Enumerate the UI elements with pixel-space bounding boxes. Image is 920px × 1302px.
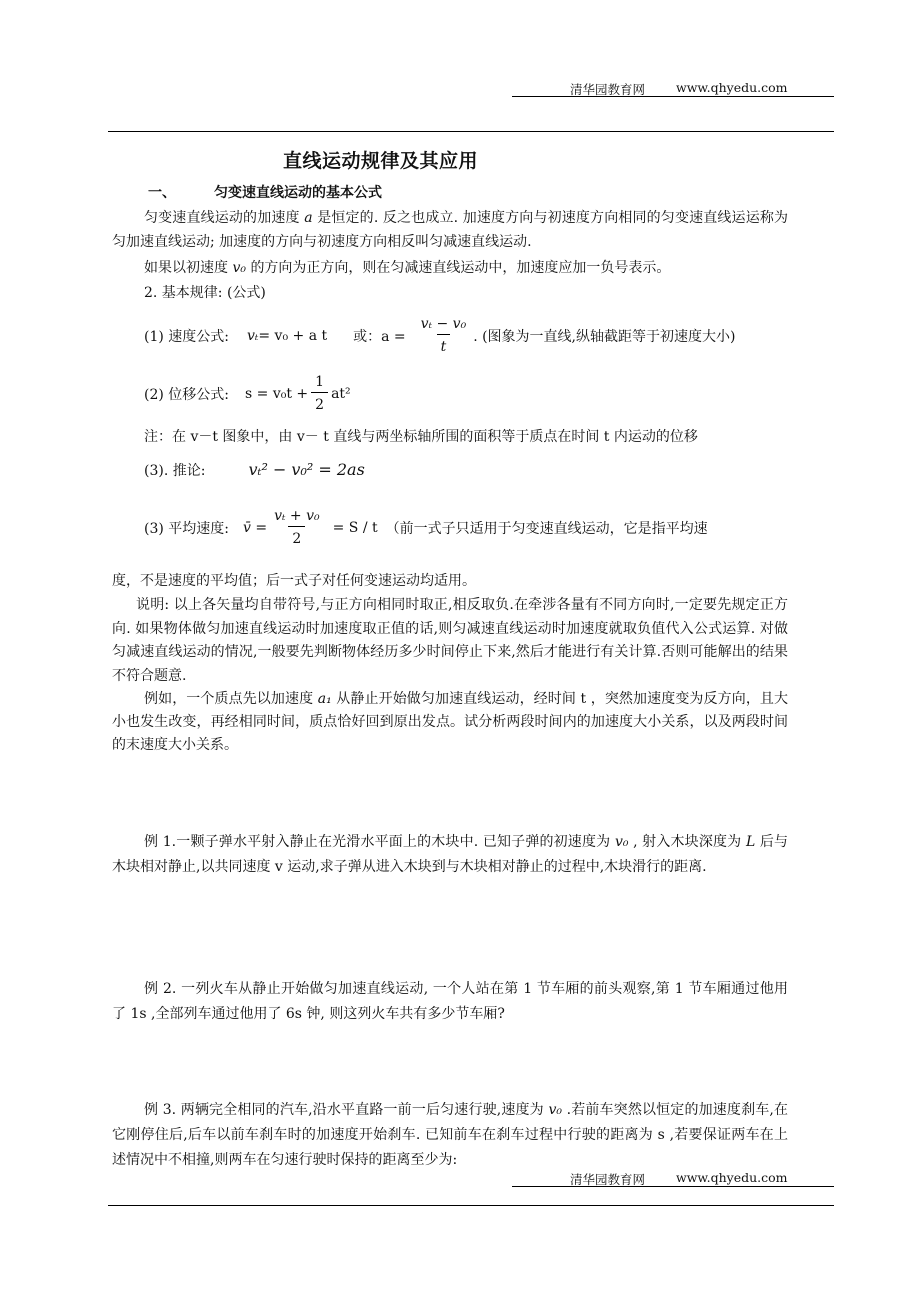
paragraph-example-1 (112, 830, 788, 880)
symbol-vt: vₜ (247, 327, 259, 344)
velocity-fraction (417, 316, 471, 355)
displacement-tail: at² (331, 385, 351, 402)
intro-text-a: 匀变速直线运动的加速度 (144, 210, 300, 226)
average-numerator: vₜ + v₀ (274, 508, 320, 524)
example1-v0: v₀ (614, 834, 629, 850)
intro-text-b: 是恒定的. 反之也成立. 加速度方向与初速度方向相同的匀变速直线运运称为匀加速直线运动; 加速度的方向与初速度方向相反叫匀减速直线运动. (112, 210, 788, 250)
symbol-a1: a₁ (317, 691, 332, 707)
velocity-eq: = v₀ + a t (258, 327, 328, 344)
header-site: 清华园教育网 (570, 82, 646, 97)
example3-v0: v₀ (548, 1102, 562, 1118)
example1-c: 后与木块相对静止,以共同速度 v 运动,求子弹从进入木块到与木块相对静止的过程中,木块滑行的距离. (112, 834, 789, 875)
section-heading (148, 182, 382, 202)
sign-text-a: 如果以初速度 (144, 260, 228, 276)
velocity-or: 或：a = (353, 328, 406, 345)
paragraph-sign (144, 257, 670, 277)
average-vbar: v̄ = (243, 519, 268, 536)
example3-a: 例 3. 两辆完全相同的汽车,沿水平直路一前一后匀速行驶,速度为 (144, 1102, 544, 1118)
footer-url: www.qhyedu.com (676, 1170, 788, 1185)
header-rule-long (108, 131, 834, 132)
footer-site: 清华园教育网 (570, 1172, 646, 1187)
formula-displacement (144, 374, 351, 413)
section-title: 匀变速直线运动的基本公式 (214, 185, 382, 201)
vt-graph-note: 注：在 v－t 图象中，由 v－ t 直线与两坐标轴所围的面积等于质点在时间 t 内运动的位移 (144, 429, 698, 445)
velocity-denominator: t (437, 334, 451, 355)
displacement-eq: s = v₀t + (245, 385, 309, 402)
velocity-note: . (图象为一直线,纵轴截距等于初速度大小) (473, 328, 736, 345)
displacement-denominator: 2 (311, 392, 328, 413)
displacement-fraction (311, 374, 328, 413)
average-label: (3) 平均速度: (144, 520, 229, 537)
displacement-label: (2) 位移公式: (144, 386, 229, 403)
footer-rule-long (108, 1205, 834, 1206)
formula-average (144, 508, 708, 547)
corollary-eq: vₜ² − v₀² = 2as (248, 460, 365, 479)
velocity-label: (1) 速度公式: (144, 328, 229, 345)
average-eq: = S / t (332, 519, 378, 536)
example-intro-a: 例如，一个质点先以加速度 (144, 691, 314, 707)
sign-text-b: 的方向为正方向，则在匀减速直线运动中，加速度应加一负号表示。 (250, 260, 671, 276)
example1-L: L (745, 834, 756, 850)
example1-b: , 射入木块深度为 (633, 834, 742, 850)
symbol-v0: v₀ (232, 260, 246, 276)
paragraph-example-2: 例 2. 一列火车从静止开始做匀加速直线运动, 一个人站在第 1 节车厢的前头观察,第 1 节车厢通过他用了 1s ,全部列车通过他用了 6s 钟, 则这列火车共有多少节车厢? (112, 981, 788, 1022)
average-note: （前一式子只适用于匀变速直线运动，它是指平均速 (385, 520, 708, 537)
average-note-cont: 度，不是速度的平均值；后一式子对任何变速运动均适用。 (112, 573, 476, 589)
formula-corollary (144, 460, 365, 480)
corollary-label: (3). 推论: (144, 463, 206, 479)
paragraph-explain: 说明: 以上各矢量均自带符号,与正方向相同时取正,相反取负.在牵涉各量有不同方向时,一定要先规定正方向. 如果物体做匀加速直线运动时加速度取正值的话,则匀减速直线运动时加速度就取负值代入公式运算. 对做匀减速直线运动的情况,一般要先判断物体经历多少时间停止下来,然后才能进行有关计算.否则可能解出的结果不符合题意. (112, 597, 788, 684)
example3-b: .若前车突然以恒定的加速度刹车,在它刚停住后,后车以前车刹车时的加速度开始刹车. 已知前车在刹车过程中行驶的距离为 s ,若要保证两车在上述情况中不相撞,则两车在匀速行驶时保持的距离至少为: (112, 1102, 788, 1168)
average-denominator: 2 (288, 526, 305, 547)
average-fraction (270, 508, 324, 547)
section-number: 一、 (148, 185, 176, 201)
example-intro-b: 从静止开始做匀加速直线运动，经时间 t ，突然加速度变为反方向，且大小也发生改变，再经相同时间，质点恰好回到原出发点。试分析两段时间内的加速度大小关系，以及两段时间的末速度大小关系。 (112, 691, 789, 753)
velocity-numerator: vₜ − v₀ (420, 316, 467, 332)
paragraph-rules: 2. 基本规律: (公式) (144, 285, 266, 301)
symbol-a: a (304, 210, 313, 226)
footer-rule-short (512, 1186, 834, 1187)
paragraph-example-3 (112, 1098, 788, 1173)
paragraph-intro (112, 206, 788, 254)
formula-velocity (144, 316, 735, 355)
paragraph-example-intro (112, 688, 788, 757)
page-title: 直线运动规律及其应用 (283, 150, 479, 172)
displacement-numerator: 1 (315, 374, 325, 390)
header-url: www.qhyedu.com (676, 80, 788, 95)
example1-a: 例 1.一颗子弹水平射入静止在光滑水平面上的木块中. 已知子弹的初速度为 (144, 834, 611, 850)
header-rule-short (512, 96, 834, 97)
